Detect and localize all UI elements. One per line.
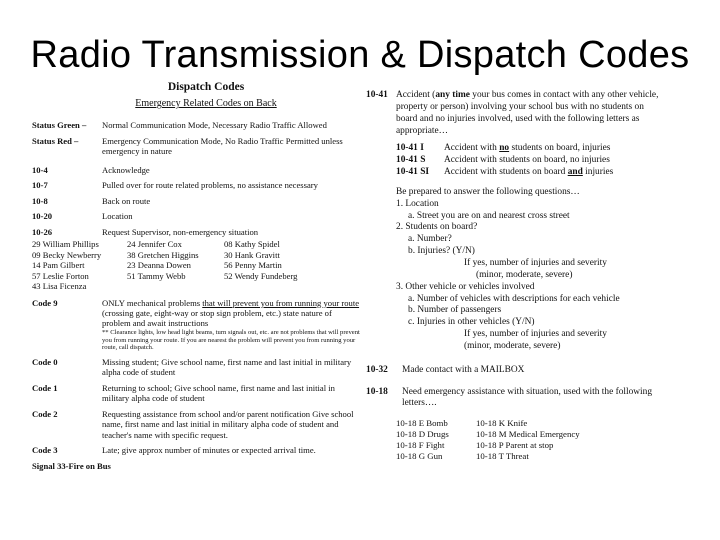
status-green-label: Status Green – bbox=[32, 120, 87, 131]
variant-text-a: Accident with students on board bbox=[444, 167, 568, 178]
supervisor-name: 29 William Phillips bbox=[32, 239, 99, 250]
code3-row bbox=[32, 445, 360, 455]
question-item: 2. Students on board? bbox=[396, 222, 478, 233]
code-1041-text-b: your bus comes in contact with any other vehicle, property or person) involving your school bus with no students on board and no injuries involved, used with the following letters as appropriate… bbox=[396, 90, 659, 136]
variant-text-emph: no bbox=[499, 143, 510, 154]
variant-text-a: Accident with bbox=[444, 143, 500, 154]
code-text: Pulled over for route related problems, no assistance necessary bbox=[102, 180, 318, 191]
code-text: Request Supervisor, non-emergency situation bbox=[102, 226, 259, 237]
dispatch-codes-heading: Dispatch Codes bbox=[167, 81, 245, 93]
code-label: 10-20 bbox=[32, 211, 53, 222]
supervisor-name: 57 Leslie Forton bbox=[32, 270, 89, 281]
code-1041-variant bbox=[396, 167, 666, 179]
question-subitem: b. Number of passengers bbox=[408, 305, 502, 316]
code-label: 10-8 bbox=[32, 195, 48, 206]
supervisor-name: 09 Becky Newberry bbox=[32, 249, 102, 260]
code-1041-variant bbox=[396, 155, 666, 167]
variant-text bbox=[444, 143, 610, 155]
prepare-text: Be prepared to answer the following questions… bbox=[396, 186, 580, 197]
letter-code: 10-18 P Parent at stop bbox=[476, 440, 554, 451]
code-label: 10-7 bbox=[32, 180, 48, 191]
letter-code: 10-18 G Gun bbox=[396, 451, 443, 462]
status-red-text: Emergency Communication Mode, No Radio Traffic Permitted unless emergency in nature bbox=[102, 135, 343, 157]
code9-text-underlined: that will prevent you from running your route bbox=[202, 297, 360, 308]
question-subitem: a. Street you are on and nearest cross street bbox=[408, 210, 570, 221]
question-subitem: a. Number? bbox=[408, 234, 452, 245]
code-1018-row bbox=[366, 387, 666, 411]
variant-text-b: injuries bbox=[582, 167, 614, 178]
status-red-row bbox=[32, 136, 360, 157]
code2-row bbox=[32, 409, 360, 440]
dispatch-codes-column bbox=[32, 80, 360, 471]
code-text: Location bbox=[102, 211, 133, 222]
letter-code: 10-18 D Drugs bbox=[396, 429, 449, 440]
questions-block bbox=[396, 187, 666, 353]
variant-text bbox=[444, 167, 613, 179]
code9-row bbox=[32, 298, 360, 352]
status-green-text: Normal Communication Mode, Necessary Radio Traffic Allowed bbox=[102, 120, 327, 131]
letter-code: 10-18 E Bomb bbox=[396, 418, 448, 429]
code-row bbox=[32, 211, 360, 221]
code3-text: Late; give approx number of minutes or expected arrival time. bbox=[102, 445, 316, 456]
supervisor-name: 08 Kathy Spidel bbox=[224, 239, 280, 250]
supervisor-name: 24 Jennifer Cox bbox=[127, 239, 182, 250]
code-1041-label: 10-41 bbox=[366, 90, 388, 100]
question-subitem: b. Injuries? (Y/N) bbox=[408, 246, 475, 257]
code-label: 10-4 bbox=[32, 164, 48, 175]
variant-code: 10-41 SI bbox=[396, 167, 430, 178]
code-1032-label: 10-32 bbox=[366, 364, 388, 375]
code-1041-text-bold: any time bbox=[435, 90, 470, 100]
question-note: If yes, number of injuries and severity bbox=[464, 257, 607, 268]
variant-text-emph: and bbox=[567, 167, 583, 178]
code-row bbox=[32, 165, 360, 175]
status-green-row bbox=[32, 120, 360, 130]
code-row bbox=[32, 180, 360, 190]
code9-text-rest: (crossing gate, eight-way or stop sign problem, etc.) state nature of problem and await instructions bbox=[102, 307, 332, 329]
variant-code: 10-41 I bbox=[396, 143, 424, 154]
question-note: (minor, moderate, severe) bbox=[464, 340, 561, 351]
code-1041-row bbox=[366, 90, 666, 137]
variant-text bbox=[444, 155, 610, 167]
code9-note: ** Clearance lights, low head light beams, turn signals out, etc. are not problems that will prevent you from running your route. If you are nearest the problem will prevent you from running your route, call dispatch. bbox=[102, 328, 360, 352]
code2-text: Requesting assistance from school and/or parent notification Give school name, first name and last initial in military alpha code of student and teacher's name with specific request. bbox=[102, 408, 354, 440]
code3-label: Code 3 bbox=[32, 445, 58, 456]
supervisor-name: 23 Deanna Dowen bbox=[127, 260, 191, 271]
question-item: 3. Other vehicle or vehicles involved bbox=[396, 281, 535, 292]
code-text: Back on route bbox=[102, 195, 151, 206]
supervisor-name: 43 Lisa Ficenza bbox=[32, 281, 87, 292]
code-1041-variant bbox=[396, 143, 666, 155]
code9-text-lead: ONLY mechanical problems bbox=[102, 297, 201, 308]
question-note: If yes, number of injuries and severity bbox=[464, 329, 607, 340]
code1-text: Returning to school; Give school name, first name and last initial in military alpha code of student bbox=[102, 382, 335, 404]
supervisor-names bbox=[32, 239, 360, 291]
code-1041-variants bbox=[396, 143, 666, 179]
supervisor-name: 30 Hank Gravitt bbox=[224, 249, 280, 260]
code-text: Acknowledge bbox=[102, 164, 150, 175]
code1-label: Code 1 bbox=[32, 382, 58, 393]
letter-code: 10-18 T Threat bbox=[476, 451, 529, 462]
variant-text-a: Accident with students on board, no injuries bbox=[444, 155, 610, 166]
supervisor-name: 14 Pam Gilbert bbox=[32, 260, 85, 271]
code1-row bbox=[32, 383, 360, 404]
supervisor-name: 52 Wendy Fundeberg bbox=[224, 270, 298, 281]
slide-title: Radio Transmission & Dispatch Codes bbox=[30, 34, 690, 76]
dispatch-codes-subheading: Emergency Related Codes on Back bbox=[135, 98, 277, 110]
status-red-label: Status Red – bbox=[32, 135, 79, 146]
code-1018-letters bbox=[396, 418, 666, 462]
code0-text: Missing student; Give school name, first name and last initial in military alpha code of student bbox=[102, 356, 352, 378]
question-subitem: c. Injuries in other vehicles (Y/N) bbox=[408, 317, 535, 328]
letter-code: 10-18 M Medical Emergency bbox=[476, 429, 580, 440]
question-item: 1. Location bbox=[396, 198, 439, 209]
code-row bbox=[32, 196, 360, 206]
question-note: (minor, moderate, severe) bbox=[476, 269, 573, 280]
signal-33-line: Signal 33-Fire on Bus bbox=[32, 460, 111, 471]
code-label: 10-26 bbox=[32, 226, 53, 237]
code0-label: Code 0 bbox=[32, 356, 58, 367]
code-1032-text: Made contact with a MAILBOX bbox=[402, 364, 525, 375]
code-row bbox=[32, 227, 360, 237]
letter-code: 10-18 F Fight bbox=[396, 440, 445, 451]
code-1018-label: 10-18 bbox=[366, 386, 388, 397]
code-1018-text: Need emergency assistance with situation, used with the following letters…. bbox=[402, 386, 653, 409]
code9-text bbox=[102, 298, 360, 352]
letter-code: 10-18 K Knife bbox=[476, 418, 528, 429]
code2-label: Code 2 bbox=[32, 408, 58, 419]
code0-row bbox=[32, 357, 360, 378]
supervisor-name: 51 Tammy Webb bbox=[127, 270, 186, 281]
accident-codes-column bbox=[366, 90, 666, 463]
question-subitem: a. Number of vehicles with descriptions for each vehicle bbox=[408, 293, 620, 304]
variant-text-b: students on board, injuries bbox=[509, 143, 611, 154]
code-1032-row bbox=[366, 365, 666, 377]
code9-label: Code 9 bbox=[32, 297, 58, 308]
supervisor-name: 56 Penny Martin bbox=[224, 260, 282, 271]
supervisor-name: 38 Gretchen Higgins bbox=[127, 249, 199, 260]
code-1041-text-a: Accident ( bbox=[396, 90, 436, 100]
variant-code: 10-41 S bbox=[396, 155, 426, 166]
code-1041-text bbox=[396, 90, 666, 137]
